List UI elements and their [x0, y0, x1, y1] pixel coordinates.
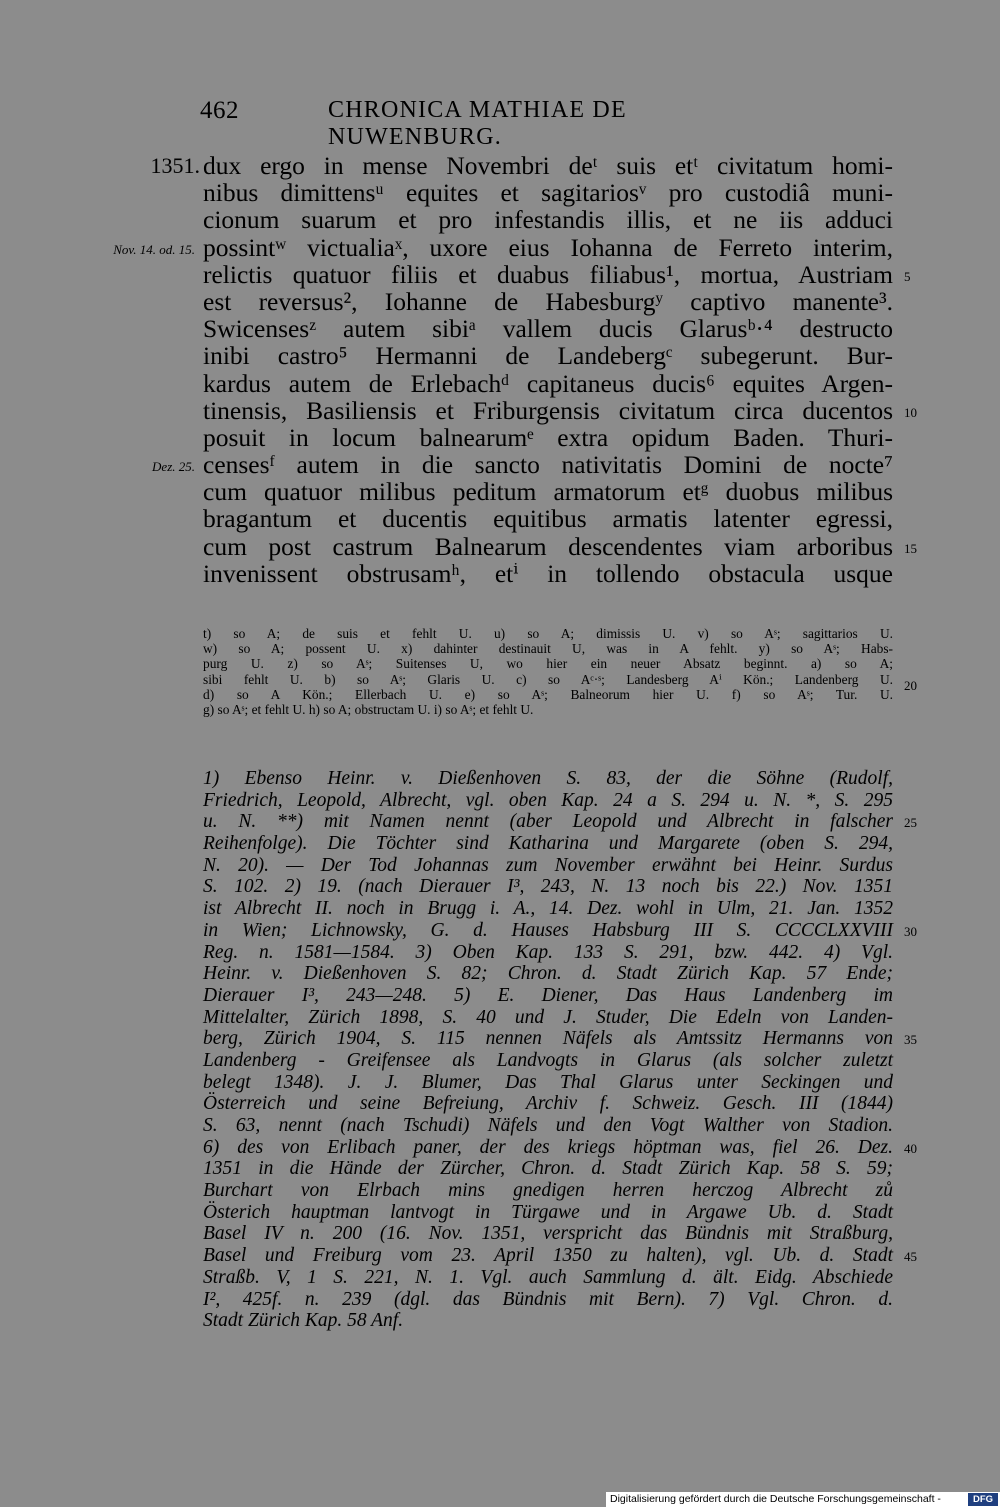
text-line: Burchart von Elrbach mins gnedigen herren herczog Albrecht zů [203, 1180, 893, 1202]
margin-note: Nov. 14. od. 15. [113, 241, 195, 257]
text-line: d) so A Kön.; Ellerbach U. e) so Aˢ; Balneorum hier U. f) so Aˢ; Tur. U. [203, 686, 893, 702]
text-line: Basel IV n. 200 (16. Nov. 1351, verspricht das Bündnis mit Straßburg, [203, 1223, 893, 1245]
text-line: Stadt Zürich Kap. 58 Anf. [203, 1310, 404, 1332]
text-line: Friedrich, Leopold, Albrecht, vgl. oben Kap. 24 a S. 294 u. N. *, S. 295 [203, 789, 893, 811]
text-line: est reversus², Iohanne de Habesburgʸ captivo manente³. [203, 286, 893, 316]
text-line: cum post castrum Balnearum descendentes viam arboribus [203, 531, 893, 561]
main-text [203, 152, 893, 587]
text-line: censesᶠ autem in die sancto nativitatis Domini de nocte⁷ [203, 450, 893, 480]
text-line: Straßb. V, 1 S. 221, N. 1. Vgl. auch Sammlung d. ält. Eidg. Abschiede [203, 1266, 893, 1288]
year-label: 1351. [150, 153, 200, 178]
text-line: w) so A; possent U. x) dahinter destinauit U, was in A fehlt. y) so Aˢ; Habs- [203, 641, 893, 657]
variant-apparatus [203, 626, 893, 717]
text-line: possintʷ victualiaˣ, uxore eius Iohanna de Ferreto interim, [203, 232, 893, 262]
text-line: Reg. n. 1581—1584. 3) Oben Kap. 133 S. 291, bzw. 442. 4) Vgl. [203, 941, 893, 963]
text-line: belegt 1348). J. J. Blumer, Das Thal Glarus unter Seckingen und [203, 1071, 893, 1093]
text-line: purg U. z) so Aˢ; Suitenses U, wo hier ein neuer Absatz beginnt. a) so A; [203, 656, 893, 672]
text-line: N. 20). — Der Tod Johannas zum November erwähnt bei Heinr. Surdus [203, 854, 893, 876]
text-line: 6) des von Erlibach paner, der des kriegs höptman was, fiel 26. Dez. [203, 1136, 893, 1158]
line-number: 5 [904, 268, 911, 284]
margin-note: Dez. 25. [152, 459, 195, 475]
digitization-footer [606, 1492, 1000, 1507]
text-line: in Wien; Lichnowsky, G. d. Hauses Habsburg III S. CCCCLXXVIII [203, 919, 893, 941]
text-line: Swicensesᶻ autem sibiᵃ vallem ducis Glarusᵇ·⁴ destructo [203, 314, 893, 344]
line-number: 40 [904, 1140, 917, 1156]
text-line: inibi castro⁵ Hermanni de Landebergᶜ subegerunt. Bur- [203, 341, 893, 371]
text-line: berg, Zürich 1904, S. 115 nennen Näfels als Amtssitz Hermanns von [203, 1028, 893, 1050]
text-line: posuit in locum balnearumᵉ extra opidum Baden. Thuri- [203, 422, 893, 452]
text-line: S. 63, nennt (nach Tschudi) Näfels und den Vogt Walther von Stadion. [203, 1115, 893, 1136]
dfg-logo: DFG [968, 1493, 998, 1506]
text-line: g) so Aˢ; et fehlt U. h) so A; obstructam U. i) so Aˢ; et fehlt U. [203, 701, 534, 717]
line-number: 45 [904, 1249, 917, 1265]
text-line: Reihenfolge). Die Töchter sind Katharina und Margarete (oben S. 294, [203, 833, 893, 855]
text-line: bragantum et ducentis equitibus armatis latenter egressi, [203, 504, 893, 534]
running-head [200, 97, 780, 150]
text-line: Österich hauptman lantvogt in Türgawe und in Argawe Ub. d. Stadt [203, 1201, 893, 1223]
line-number: 20 [904, 677, 917, 693]
text-line: Mittelalter, Zürich 1898, S. 40 und J. Studer, Die Edeln von Landen- [203, 1006, 893, 1028]
text-line: t) so A; de suis et fehlt U. u) so A; dimissis U. v) so Aˢ; sagittarios U. [203, 626, 893, 641]
text-line: cionum suarum et pro infestandis illis, et ne iis adduci [203, 205, 893, 235]
running-title: CHRONICA MATHIAE DE NUWENBURG. [328, 97, 627, 150]
footnotes [203, 768, 893, 1332]
text-line: Basel und Freiburg vom 23. April 1350 zu halten), vgl. Ub. d. Stadt [203, 1245, 893, 1267]
text-line: Heinr. v. Dießenhoven S. 82; Chron. d. Stadt Zürich Kap. 57 Ende; [203, 963, 893, 985]
text-line: cum quatuor milibus peditum armatorum etᵍ duobus milibus [203, 477, 893, 507]
line-number: 25 [904, 815, 917, 831]
text-line: I², 425f. n. 239 (dgl. das Bündnis mit Bern). 7) Vgl. Chron. d. [203, 1288, 893, 1310]
line-number: 15 [904, 540, 917, 556]
text-line: sibi fehlt U. b) so Aˢ; Glaris U. c) so Aᶜ·ˢ; Landesberg Aⁱ Kön.; Landenberg U. [203, 671, 893, 687]
text-line: dux ergo in mense Novembri deᵗ suis etᵗ civitatum homi- [203, 151, 893, 180]
text-line: 1) Ebenso Heinr. v. Dießenhoven S. 83, der die Söhne (Rudolf, [203, 768, 893, 789]
text-line: tinensis, Basiliensis et Friburgensis civitatum circa ducentos [203, 395, 893, 425]
text-line: nibus dimittensᵘ equites et sagitariosᵛ pro custodiâ muni- [203, 178, 893, 208]
text-line: Österreich und seine Befreiung, Archiv f. Schweiz. Gesch. III (1844) [203, 1093, 893, 1115]
footer-credit: Digitalisierung gefördert durch die Deutsche Forschungsgemeinschaft - [610, 1493, 941, 1505]
text-line: ist Albrecht II. noch in Brugg i. A., 14. Dez. wohl in Ulm, 21. Jan. 1352 [203, 898, 893, 920]
text-line: kardus autem de Erlebachᵈ capitaneus ducis⁶ equites Argen- [203, 368, 893, 398]
text-line: relictis quatuor filiis et duabus filiabus¹, mortua, Austriam [203, 259, 893, 289]
line-number: 35 [904, 1032, 917, 1048]
text-line: u. N. **) mit Namen nennt (aber Leopold und Albrecht in falscher [203, 811, 893, 833]
text-line: 1351 in die Hände der Zürcher, Chron. d. Stadt Zürich Kap. 58 S. 59; [203, 1158, 893, 1180]
page-number: 462 [200, 97, 239, 124]
text-line: Dierauer I³, 243—248. 5) E. Diener, Das Haus Landenberg im [203, 984, 893, 1006]
text-line: invenissent obstrusamʰ, etⁱ in tollendo obstacula usque [203, 558, 893, 588]
line-number: 30 [904, 923, 917, 939]
text-line: S. 102. 2) 19. (nach Dierauer I³, 243, N. 13 noch bis 22.) Nov. 1351 [203, 876, 893, 898]
text-line: Landenberg - Greifensee als Landvogts in Glarus (als solcher zuletzt [203, 1049, 893, 1071]
line-number: 10 [904, 404, 917, 420]
